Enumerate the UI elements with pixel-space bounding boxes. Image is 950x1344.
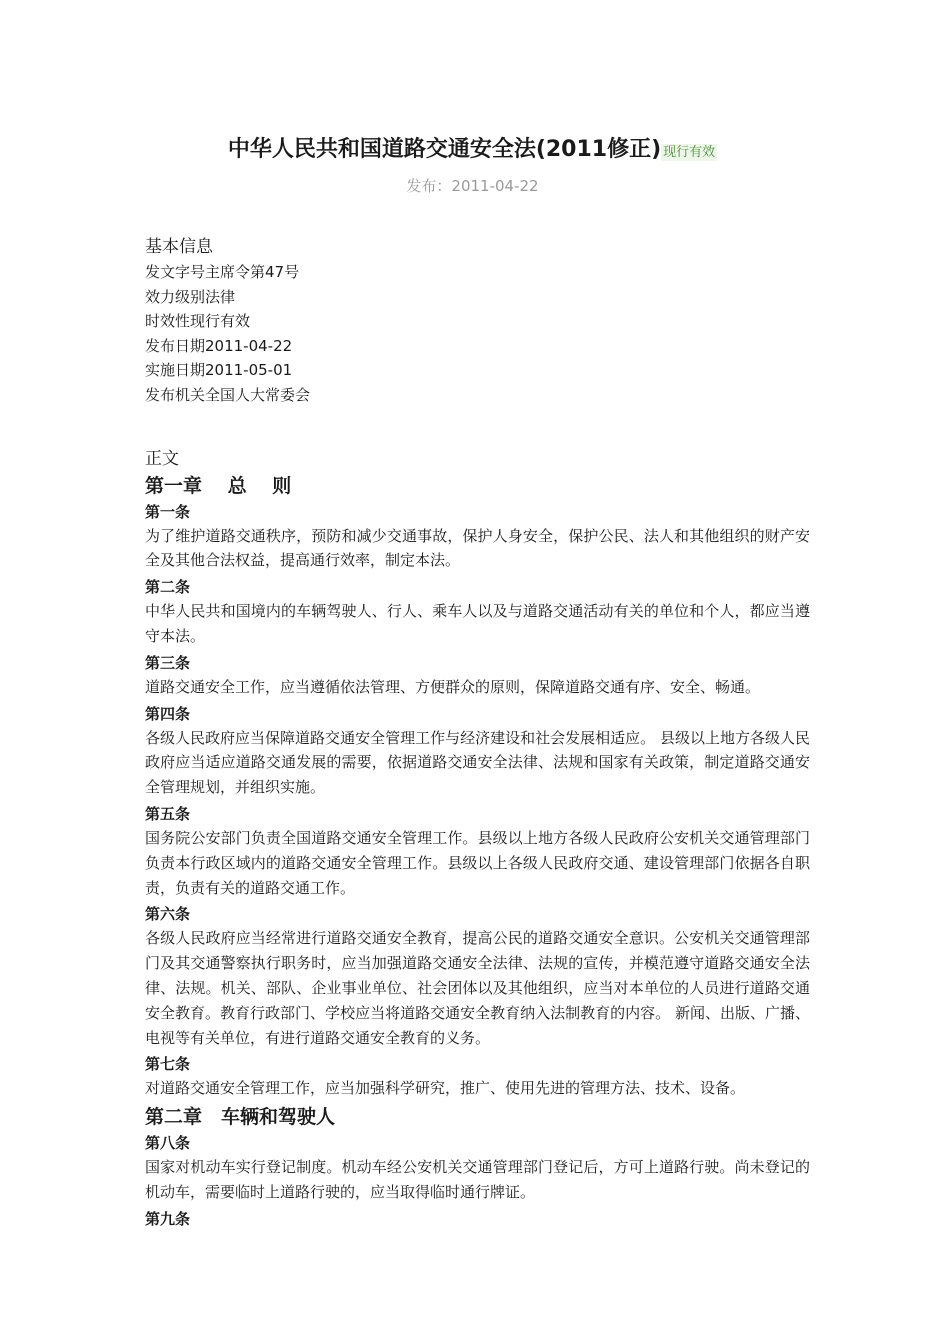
body-section	[145, 446, 810, 1231]
chapter-1-title: 第一章 总 则	[145, 474, 292, 497]
article-4-text: 各级人民政府应当保障道路交通安全管理工作与经济建设和社会发展相适应。 县级以上地方各级人民政府应当适应道路交通发展的需要，依据道路交通安全法律、法规和国家有关政策，制定道路交通安全管理规划，并组织实施。	[145, 728, 810, 797]
info-issuer: 发布机关全国人大常委会	[145, 385, 311, 404]
article-1-text: 为了维护道路交通秩序，预防和减少交通事故，保护人身安全，保护公民、法人和其他组织的财产安全及其他合法权益，提高通行效率，制定本法。	[145, 526, 810, 570]
article-2-text: 中华人民共和国境内的车辆驾驶人、行人、乘车人以及与道路交通活动有关的单位和个人，都应当遵守本法。	[145, 602, 810, 645]
document-page	[145, 132, 810, 1231]
article-4-title: 第四条	[145, 704, 191, 723]
info-validity: 时效性现行有效	[145, 312, 251, 331]
info-doc-number: 发文字号主席令第47号	[145, 263, 300, 281]
chapter-2-title: 第二章 车辆和驾驶人	[145, 1106, 336, 1129]
article-7-text: 对道路交通安全管理工作，应当加强科学研究，推广、使用先进的管理方法、技术、设备。	[145, 1079, 746, 1098]
body-heading: 正文	[145, 448, 179, 469]
basic-info-heading: 基本信息	[145, 237, 213, 257]
article-1-title: 第一条	[145, 502, 191, 521]
article-7-title: 第七条	[145, 1055, 191, 1074]
info-publish-date: 发布日期2011-04-22	[145, 336, 293, 355]
article-5-title: 第五条	[145, 804, 191, 823]
document-title: 中华人民共和国道路交通安全法(2011修正)	[227, 137, 662, 162]
article-3-text: 道路交通安全工作，应当遵循依法管理、方便群众的原则，保障道路交通有序、安全、畅通。	[145, 677, 761, 696]
article-8-text: 国家对机动车实行登记制度。机动车经公安机关交通管理部门登记后，方可上道路行驶。尚未登记的机动车，需要临时上道路行驶的，应当取得临时通行牌证。	[145, 1158, 810, 1201]
info-level: 效力级别法律	[145, 287, 236, 306]
article-6-text: 各级人民政府应当经常进行道路交通安全教育，提高公民的道路交通安全意识。公安机关交通管理部门及其交通警察执行职务时，应当加强道路交通安全法律、法规的宣传，并模范遵守道路交通安全法律、法规。机关、部队、企业事业单位、社会团体以及其他组织，应当对本单位的人员进行道路交通安全教育。教育行政部门、学校应当将道路交通安全教育纳入法制教育的内容。 新闻、出版、广播、电视等有关单位，有进行道路交通安全教育的义务。	[145, 929, 810, 1047]
title-row	[135, 132, 810, 163]
publish-date: 发布：2011-04-22	[406, 177, 539, 195]
article-3-title: 第三条	[145, 653, 191, 672]
info-effective-date: 实施日期2011-05-01	[145, 361, 293, 380]
status-badge: 现行有效	[663, 145, 716, 160]
article-8-title: 第八条	[145, 1134, 191, 1153]
article-5-text: 国务院公安部门负责全国道路交通安全管理工作。县级以上地方各级人民政府公安机关交通管理部门负责本行政区域内的道路交通安全管理工作。县级以上各级人民政府交通、建设管理部门依据各自职责，负责有关的道路交通工作。	[145, 828, 810, 897]
basic-info-section	[145, 234, 810, 408]
article-6-title: 第六条	[145, 905, 191, 924]
article-2-title: 第二条	[145, 578, 191, 597]
article-9-title: 第九条	[145, 1209, 191, 1228]
